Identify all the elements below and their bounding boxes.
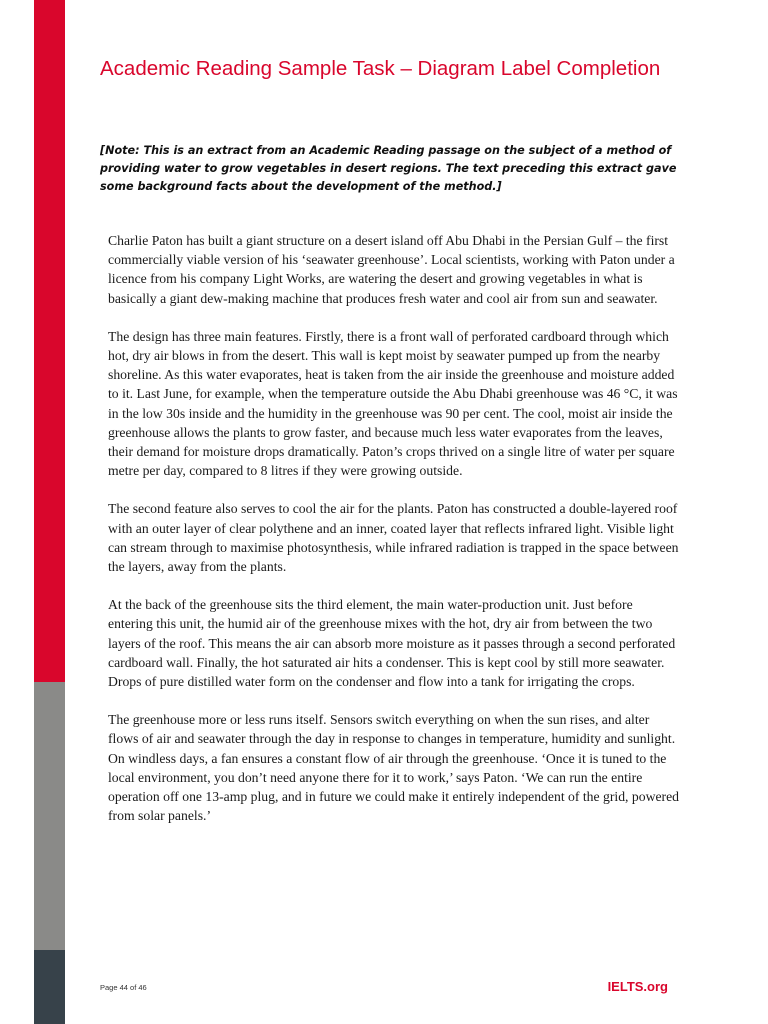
- passage-paragraph-1: Charlie Paton has built a giant structure on a desert island off Abu Dhabi in the Persian Gulf – the first commercially viable version of his ‘seawater greenhouse’. Local scientists, working with Paton under a licence from his company Light Works, are watering the desert and growing vegetables in what is basically a giant dew-making machine that produces fresh water and cool air from sun and seawater.: [108, 233, 675, 306]
- passage-note: [Note: This is an extract from an Academic Reading passage on the subject of a method of providing water to grow vegetables in desert regions. The text preceding this extract gave some background facts about the development of the method.]: [100, 144, 677, 193]
- passage-paragraph-3: The second feature also serves to cool the air for the plants. Paton has constructed a double-layered roof with an outer layer of clear polythene and an inner, coated layer that reflects infrared light. Visible light can stream through to maximise photosynthesis, while infrared radiation is trapped in the space between the layers, away from the plants.: [108, 501, 679, 575]
- sidebar-red-segment: [34, 0, 65, 682]
- sidebar-grey-segment: [34, 682, 65, 950]
- sidebar-stripe: [34, 0, 65, 1024]
- brand-link[interactable]: IELTS.org: [607, 979, 668, 994]
- page-number: Page 44 of 46: [100, 983, 147, 992]
- passage-paragraph-2: The design has three main features. Firstly, there is a front wall of perforated cardboard through which hot, dry air blows in from the desert. This wall is kept moist by seawater pumped up from the nearby shoreline. As this water evaporates, heat is taken from the air inside the greenhouse and moisture added to it. Last June, for example, when the temperature outside the Abu Dhabi greenhouse was 46 °C, it was in the low 30s inside and the humidity in the greenhouse was 90 per cent. The cool, moist air inside the greenhouse allows the plants to grow faster, and because much less water evaporates from the leaves, their demand for moisture drops dramatically. Paton’s crops thrived on a single litre of water per square metre per day, compared to 8 litres if they were growing outside.: [108, 328, 678, 479]
- sidebar-dark-segment: [34, 950, 65, 1024]
- page-title: Academic Reading Sample Task – Diagram Label Completion: [100, 57, 661, 80]
- reading-passage: [108, 231, 680, 844]
- passage-paragraph-4: At the back of the greenhouse sits the third element, the main water-production unit. Just before entering this unit, the humid air of the greenhouse mixes with the hot, dry air from between the two layers of the roof. This means the air can absorb more moisture as it passes through a second perforated cardboard wall. Finally, the hot saturated air hits a condenser. This is kept cool by still more seawater. Drops of pure distilled water form on the condenser and flow into a tank for irrigating the crops.: [108, 597, 676, 690]
- passage-paragraph-5: The greenhouse more or less runs itself. Sensors switch everything on when the sun rises, and alter flows of air and seawater through the day in response to changes in temperature, humidity and sunlight. On windless days, a fan ensures a constant flow of air through the greenhouse. ‘Once it is tuned to the local environment, you don’t need anyone there for it to work,’ says Paton. ‘We can run the entire operation off one 13-amp plug, and in future we could make it entirely independent of the grid, powered from solar panels.’: [108, 712, 680, 824]
